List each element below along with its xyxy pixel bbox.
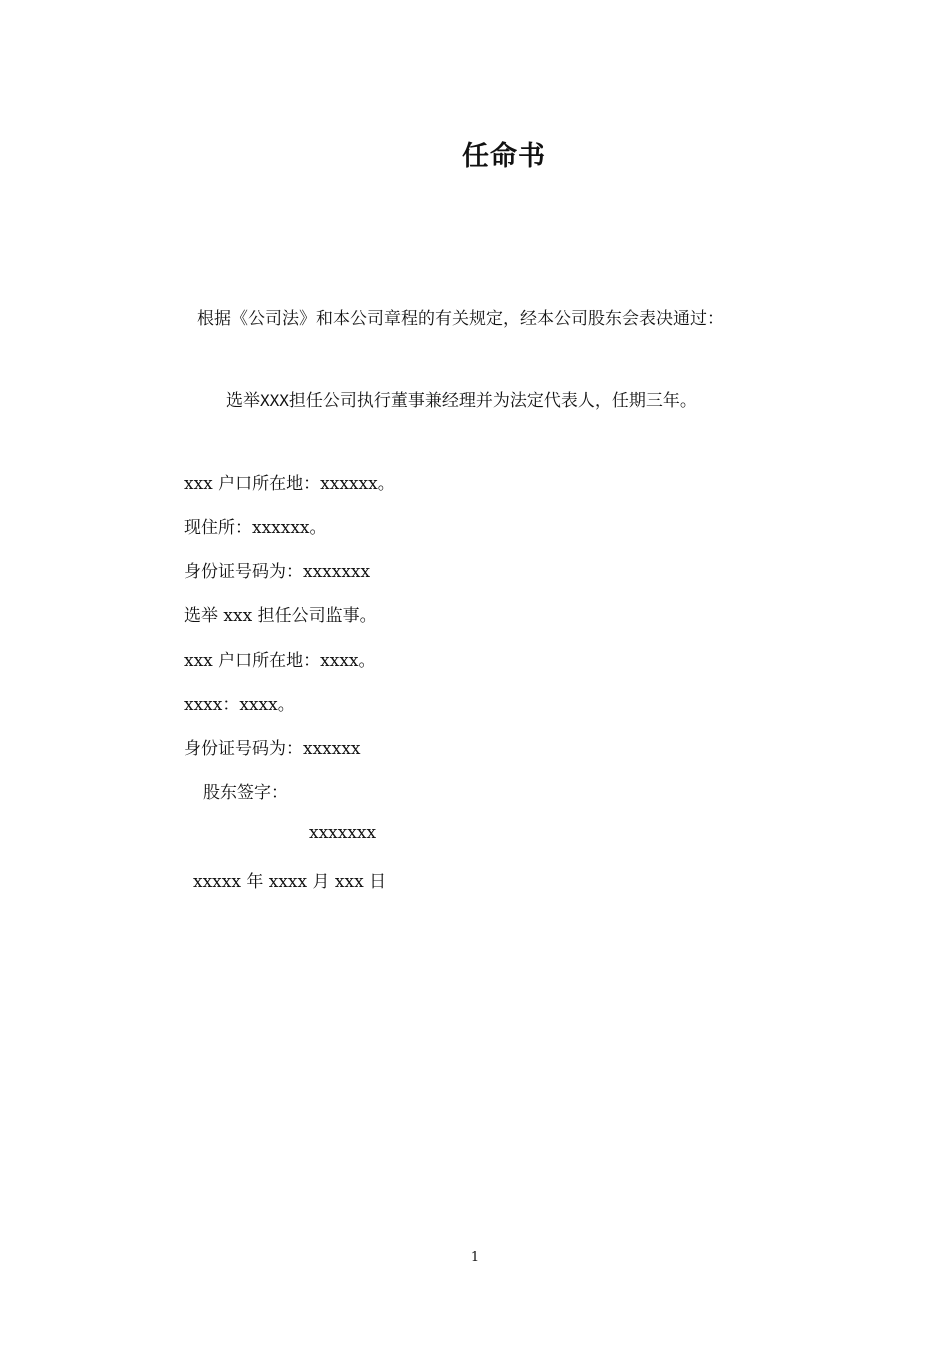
document-title: 任命书 (462, 141, 546, 172)
supervisor-address-line: xxxx：xxxx。 (184, 695, 295, 715)
signature-label: 股东签字： (203, 783, 288, 803)
appointee-name: XXX (260, 391, 289, 410)
appointment-text (226, 386, 697, 411)
director-id-line: 身份证号码为：xxxxxxx (184, 562, 371, 582)
supervisor-residence-line: xxx 户口所在地：xxxx。 (184, 651, 376, 671)
director-residence-line: xxx 户口所在地：xxxxxx。 (184, 474, 395, 494)
appointment-prefix: 选举 (226, 391, 260, 411)
supervisor-election-line: 选举 xxx 担任公司监事。 (184, 606, 377, 626)
appointment-suffix: 担任公司执行董事兼经理并为法定代表人，任期三年。 (288, 391, 697, 411)
signature-value: xxxxxxx (309, 823, 377, 843)
director-address-line: 现住所：xxxxxx。 (184, 518, 327, 538)
preamble-text: 根据《公司法》和本公司章程的有关规定，经本公司股东会表决通过： (197, 309, 724, 329)
page-number: 1 (470, 1250, 480, 1265)
document-date: xxxxx 年 xxxx 月 xxx 日 (193, 872, 387, 892)
supervisor-id-line: 身份证号码为：xxxxxx (184, 739, 361, 759)
